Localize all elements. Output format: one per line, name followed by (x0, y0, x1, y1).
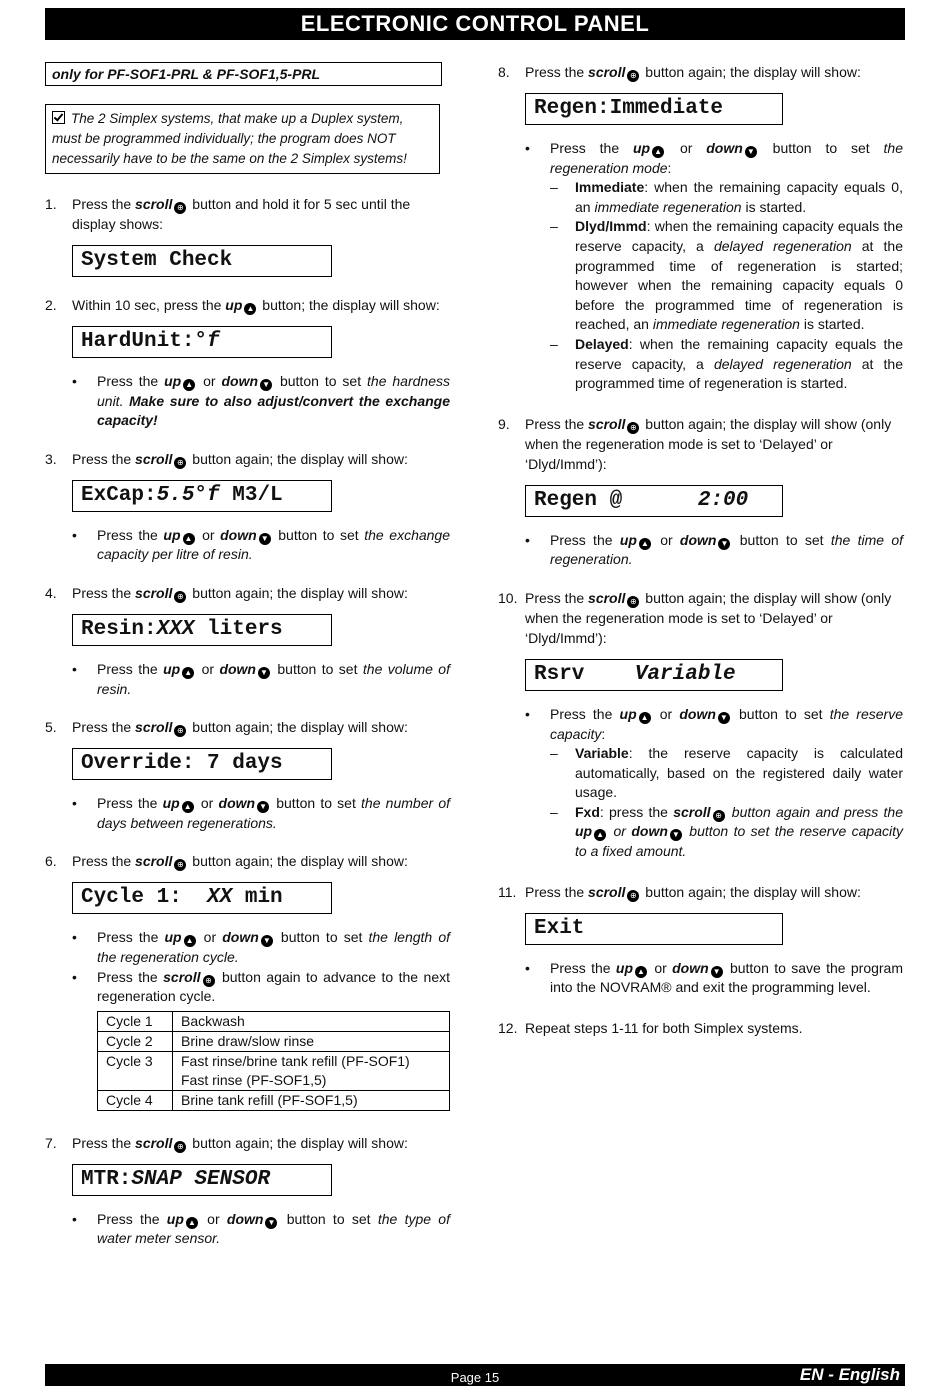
key-word: scroll (135, 450, 173, 467)
key-word: up (163, 526, 181, 543)
down-arrow-icon: ▼ (718, 538, 730, 550)
text: button again; the display will show: (641, 883, 861, 900)
lcd-display-hardunit (72, 326, 332, 358)
table-cell: Cycle 2 (98, 1031, 173, 1051)
key-word: down (226, 1210, 264, 1227)
step-number: 2. (45, 297, 57, 313)
text: at the programmed time of regeneration is started; however when the remaining capacity equals 0 before the programmed time of regeneration is reached, an (575, 237, 903, 333)
lcd-text: M3/L (219, 483, 283, 507)
scroll-icon: ⊕ (713, 810, 725, 822)
key-word: down (679, 705, 716, 722)
text: button again; the display will show: (188, 1134, 408, 1151)
step-number: 7. (45, 1134, 57, 1151)
italic-text: immediate regeneration (594, 198, 742, 215)
bullet-excap (72, 526, 450, 565)
text: Press the (550, 705, 620, 722)
step-2 (45, 295, 450, 431)
key-word: down (631, 823, 668, 840)
key-word: Immediate (575, 179, 645, 196)
key-word: Delayed (575, 335, 629, 352)
text: Press the (97, 373, 165, 389)
bullet-next-cycle (72, 968, 450, 1007)
lcd-display-exit: Exit (525, 913, 783, 945)
down-arrow-icon: ▼ (670, 829, 682, 841)
text: button to set (732, 531, 831, 548)
up-arrow-icon: ▲ (652, 146, 664, 158)
text: Press the (525, 415, 589, 432)
step-10 (498, 588, 903, 862)
step-number: 1. (45, 196, 57, 212)
text: button again; the display will show (only when the regeneration mode is set to ‘Delayed’ or ‘Dlyd/Immd’): (525, 415, 892, 472)
step-number: 12. (498, 1019, 518, 1036)
down-arrow-icon: ▼ (718, 712, 730, 724)
lcd-display-regen-mode: Regen:Immediate (525, 93, 783, 125)
lcd-text: HardUnit: (81, 330, 195, 353)
up-arrow-icon: ▲ (594, 829, 606, 841)
italic-text: or (608, 823, 632, 840)
text: Press the (97, 968, 164, 985)
key-word: up (632, 140, 651, 156)
text: Press the (525, 589, 589, 606)
up-arrow-icon: ▲ (183, 379, 195, 391)
step-number: 4. (45, 584, 57, 601)
step-number: 3. (45, 450, 57, 467)
cell-line: Fast rinse/brine tank refill (PF-SOF1) (181, 1052, 410, 1069)
key-word: up (619, 705, 637, 722)
scroll-icon: ⊕ (174, 457, 186, 469)
key-word: scroll (673, 803, 711, 820)
step-1 (45, 194, 450, 277)
text: Press the (550, 531, 620, 548)
step-11 (498, 882, 903, 998)
key-word: scroll (588, 64, 626, 80)
bullet-reserve: • Press the up ▲ or down ▼ button to set the reserve capacity: – Variable: the reserve capacity is calculated automatically, based on the registered daily water usage. – Fxd: press the scroll ⊕ button again and press the up ▲ or down ▼ button to set the reserve capacity to a fixed amount. (525, 705, 903, 862)
text: button to set (758, 140, 884, 156)
up-arrow-icon: ▲ (186, 1217, 198, 1229)
lcd-display-reserve (525, 659, 783, 691)
warning-text: Make sure to also adjust/convert the exchange capacity! (97, 392, 451, 429)
text: button to set (271, 795, 362, 812)
italic-text: the hardness unit. (97, 373, 450, 409)
lcd-text: Regen @ (534, 488, 686, 512)
checkbox-checked-icon (52, 111, 65, 124)
up-arrow-icon: ▲ (183, 533, 195, 545)
lcd-text: ExCap: (81, 483, 157, 507)
lcd-display-mtr (72, 1164, 332, 1196)
down-arrow-icon: ▼ (258, 667, 270, 679)
italic-text: the reserve capacity (550, 705, 903, 742)
key-word: up (225, 297, 243, 313)
lcd-value: XXX (156, 617, 195, 641)
lcd-display-excap (72, 480, 332, 512)
text: Press the (72, 196, 136, 212)
text: Press the (72, 853, 136, 870)
reserve-variable (550, 744, 903, 803)
step-9 (498, 414, 903, 570)
cell-line: Fast rinse (PF-SOF1,5) (181, 1071, 327, 1088)
text: Press the (97, 526, 164, 543)
text: or (649, 959, 673, 976)
key-word: scroll (163, 968, 201, 985)
page-number: Page 15 (450, 1370, 500, 1385)
language-label: EN - English (799, 1365, 900, 1384)
step-6 (45, 851, 450, 1110)
key-word: scroll (588, 589, 626, 606)
up-arrow-icon: ▲ (244, 303, 256, 315)
text: button again; the display will show: (641, 64, 861, 80)
key-word: down (218, 795, 256, 812)
key-word: scroll (135, 853, 173, 870)
lcd-text: Resin: (81, 617, 157, 641)
italic-text: the exchange capacity per litre of resin. (97, 526, 451, 563)
key-word: scroll (135, 1134, 173, 1151)
italic-text: the length of the regeneration cycle. (97, 929, 450, 965)
text: button and hold it for 5 sec until the display shows: (72, 196, 411, 232)
text: button again; the display will show: (188, 853, 408, 870)
mode-immediate (550, 178, 903, 217)
lcd-value: Variable (634, 662, 736, 686)
bullet-cycle-length (72, 928, 450, 967)
text: button again; the display will show: (188, 450, 408, 467)
text: or (652, 531, 680, 548)
italic-text: delayed regeneration (713, 355, 852, 372)
lcd-value: 2:00 (685, 488, 749, 512)
text: Press the (97, 1210, 167, 1227)
step-3 (45, 449, 450, 565)
step-number: 5. (45, 719, 57, 736)
table-cell: Cycle 1 (98, 1011, 173, 1031)
text: : when the remaining capacity equals the reserve capacity, a (575, 335, 903, 372)
step-12 (498, 1018, 903, 1038)
bullet-resin (72, 660, 450, 699)
scroll-icon: ⊕ (627, 70, 639, 82)
text: or (196, 660, 220, 677)
italic-text: the volume of resin. (97, 660, 450, 697)
text: or (196, 526, 221, 543)
key-word: up (575, 823, 593, 840)
key-word: down (221, 373, 259, 389)
header-title: ELECTRONIC CONTROL PANEL (300, 11, 650, 36)
up-arrow-icon: ▲ (639, 538, 651, 550)
text: Press the (72, 719, 136, 736)
down-arrow-icon: ▼ (259, 533, 271, 545)
italic-text: button to set the reserve capacity to a fixed amount. (575, 823, 903, 860)
text: button to set (731, 705, 830, 722)
text: Press the (550, 140, 633, 156)
step-number: 10. (498, 589, 518, 606)
text: or (197, 373, 222, 389)
text: Press the (97, 929, 165, 946)
italic-text: button again and press the (726, 803, 903, 820)
text: Press the (72, 1134, 136, 1151)
text: Press the (72, 450, 136, 467)
model-subtitle: only for PF-SOF1-PRL & PF-SOF1,5-PRL (45, 62, 442, 86)
text: or (199, 1210, 227, 1227)
down-arrow-icon: ▼ (711, 966, 723, 978)
table-cell: Brine draw/slow rinse (173, 1031, 450, 1051)
text: button again; the display will show: (188, 719, 408, 736)
down-arrow-icon: ▼ (265, 1217, 277, 1229)
table-row (98, 1051, 450, 1090)
lcd-text: MTR: (81, 1167, 132, 1191)
italic-text: the time of regeneration. (550, 531, 903, 568)
down-arrow-icon: ▼ (261, 935, 273, 947)
text: button to save the program into the NOVRAM® and exit the programming level. (550, 959, 903, 996)
table-row (98, 1011, 450, 1031)
step-5 (45, 717, 450, 833)
text: Press the (72, 584, 136, 601)
text: button again; the display will show: (188, 584, 408, 601)
scroll-icon: ⊕ (174, 591, 186, 603)
text: Repeat steps 1-11 for both Simplex systems. (525, 1019, 803, 1036)
key-word: up (164, 929, 182, 946)
text: is started. (799, 316, 865, 333)
scroll-icon: ⊕ (174, 1141, 186, 1153)
bullet-hardness (72, 372, 450, 431)
key-word: Variable (575, 745, 629, 762)
italic-text: immediate regeneration (652, 316, 800, 333)
lcd-display-resin (72, 614, 332, 646)
text: : the reserve capacity is calculated automatically, based on the registered daily water usage. (575, 745, 903, 801)
scroll-icon: ⊕ (174, 859, 186, 871)
up-arrow-icon: ▲ (184, 935, 196, 947)
key-word: Dlyd/Immd (575, 218, 647, 235)
lcd-value: SNAP SENSOR (131, 1167, 271, 1191)
page-header (45, 8, 905, 40)
down-arrow-icon: ▼ (260, 379, 272, 391)
italic-text: the regeneration mode (550, 140, 903, 176)
italic-text: delayed regeneration (713, 237, 852, 254)
step-number: 11. (498, 883, 517, 900)
step-8 (498, 62, 903, 394)
step-4 (45, 583, 450, 699)
right-column (498, 62, 903, 1038)
text: button to set (274, 373, 368, 389)
text: at the programmed time of regeneration is started. (575, 355, 903, 392)
text: button to set (279, 1210, 378, 1227)
key-word: scroll (588, 883, 626, 900)
key-word: down (679, 531, 717, 548)
key-word: scroll (135, 719, 173, 736)
text: Press the (550, 959, 616, 976)
table-row (98, 1031, 450, 1051)
note-text: The 2 Simplex systems, that make up a Duplex system, must be programmed individually; the program does NOT necessarily have to be the same on the 2 Simplex systems! (52, 111, 407, 166)
table-row (98, 1090, 450, 1110)
text: or (195, 795, 219, 812)
left-column (45, 62, 450, 1249)
lcd-value: °f (194, 330, 220, 353)
table-cell: Brine tank refill (PF-SOF1,5) (173, 1090, 450, 1110)
lcd-text: min (232, 886, 283, 910)
key-word: up (166, 1210, 184, 1227)
table-cell (173, 1051, 450, 1090)
text: button to set (271, 660, 363, 677)
text: Press the (97, 795, 163, 812)
text: : when the remaining capacity equals 0, an (575, 179, 903, 215)
step-number: 6. (45, 853, 57, 870)
text: is started. (741, 198, 807, 215)
up-arrow-icon: ▲ (182, 801, 194, 813)
lcd-value: XX (207, 886, 233, 910)
text: Within 10 sec, press the (72, 297, 226, 313)
key-word: up (162, 795, 180, 812)
text: or (652, 705, 680, 722)
key-word: down (222, 929, 259, 946)
key-word: up (164, 373, 182, 389)
mode-delayed (550, 335, 903, 394)
bullet-regen-time (525, 531, 903, 570)
scroll-icon: ⊕ (174, 202, 186, 214)
text: : when the remaining capacity equals the reserve capacity, a (575, 218, 903, 254)
lcd-text: Cycle 1: (81, 886, 208, 910)
text: Press the (97, 660, 164, 677)
text: button to set (272, 526, 365, 543)
scroll-icon: ⊕ (627, 422, 639, 434)
bullet-override (72, 794, 450, 833)
italic-text: the number of days between regenerations. (97, 795, 451, 831)
text: button again; the display will show (only when the regeneration mode is set to ‘Delayed’ or ‘Dlyd/Immd’): (525, 589, 892, 646)
key-word: down (706, 140, 743, 156)
text: or (666, 140, 707, 156)
lcd-text: Rsrv (534, 662, 635, 686)
lcd-text: liters (194, 617, 283, 641)
scroll-icon: ⊕ (627, 890, 639, 902)
mode-dlyd-immd (550, 217, 903, 335)
page-footer (45, 1364, 905, 1386)
table-cell: Backwash (173, 1011, 450, 1031)
scroll-icon: ⊕ (627, 596, 639, 608)
lcd-display-regen-time (525, 485, 783, 517)
key-word: scroll (135, 584, 173, 601)
down-arrow-icon: ▼ (257, 801, 269, 813)
up-arrow-icon: ▲ (639, 712, 651, 724)
key-word: scroll (588, 415, 626, 432)
cycle-table (97, 1011, 450, 1111)
table-cell: Cycle 4 (98, 1090, 173, 1110)
step-number: 8. (498, 64, 510, 80)
text: Press the (525, 64, 589, 80)
scroll-icon: ⊕ (174, 725, 186, 737)
scroll-icon: ⊕ (203, 975, 215, 987)
text: button to set (274, 929, 369, 946)
down-arrow-icon: ▼ (745, 146, 757, 158)
up-arrow-icon: ▲ (182, 667, 194, 679)
bullet-meter (72, 1210, 450, 1249)
text: : press the (599, 803, 674, 820)
reserve-fixed (550, 803, 903, 862)
table-cell: Cycle 3 (98, 1051, 173, 1090)
text: button again to advance to the next regeneration cycle. (97, 968, 450, 1005)
key-word: up (619, 531, 637, 548)
key-word: scroll (135, 196, 173, 212)
bullet-regen-mode: • Press the up ▲ or down ▼ button to set the regeneration mode: – Immediate: when the remaining capacity equals 0, an immediate regeneration is started. – Dlyd/Immd: when the remaining capacity equals the reserve capacity, a delayed regeneration at the programmed time of regeneration is started; however when the remaining capacity equals 0 before the programmed time of regeneration is reached, an immediate regeneration is started. – Delayed: when the remaining capacity equals the reserve capacity, a delayed regeneration at the programmed time of regeneration is started. (525, 139, 903, 394)
key-word: up (615, 959, 633, 976)
duplex-note (45, 104, 440, 174)
bullet-save (525, 959, 903, 998)
text: button; the display will show: (258, 297, 440, 313)
step-number: 9. (498, 415, 510, 432)
lcd-display-system-check: System Check (72, 245, 332, 277)
lcd-display-override: Override: 7 days (72, 748, 332, 780)
step-7 (45, 1133, 450, 1249)
key-word: up (163, 660, 181, 677)
key-word: down (219, 660, 256, 677)
lcd-value: 5.5°f (156, 483, 220, 507)
lcd-display-cycle (72, 882, 332, 914)
text: Press the (525, 883, 589, 900)
text: or (197, 929, 223, 946)
italic-text: the type of water meter sensor. (97, 1210, 450, 1247)
key-word: down (220, 526, 257, 543)
key-word: Fxd (575, 803, 600, 820)
key-word: down (672, 959, 709, 976)
up-arrow-icon: ▲ (635, 966, 647, 978)
